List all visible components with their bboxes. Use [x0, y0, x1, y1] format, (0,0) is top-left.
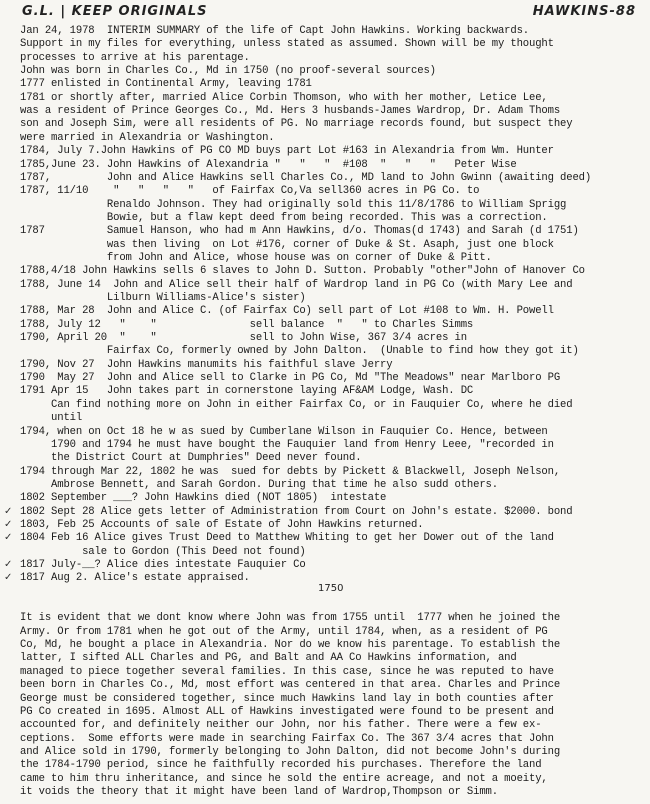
text-line: Can find nothing more on John in either Fairfax Co, or in Fauquier Co, where he died — [20, 398, 573, 411]
text-line: 1787, John and Alice Hawkins sell Charles Co., MD land to John Gwinn (awaiting deed) — [20, 171, 592, 184]
text-line: 1817 July-__? Alice dies intestate Fauquier Co — [20, 559, 306, 571]
text-line: 1804 Feb 16 Alice gives Trust Deed to Matthew Whiting to get her Dower out of the land — [20, 532, 554, 545]
text-line: 1790, April 20 " " sell to John Wise, 367 3/4 acres in — [20, 332, 467, 345]
handwritten-note-year: 1750 — [318, 583, 344, 594]
text-line: the District Court at Dumphries" Deed never found. — [20, 452, 362, 465]
handwritten-header-right: HAWKINS-88 — [532, 4, 636, 19]
text-line: Fairfax Co, formerly owned by John Dalton. (Unable to find how they got it) — [20, 345, 579, 358]
text-line: It is evident that we dont know where John was from 1755 until 1777 when he joined the — [20, 612, 561, 625]
text-line: until — [20, 412, 83, 425]
handwritten-header-left: G.L. | KEEP ORIGINALS — [22, 4, 208, 19]
text-line: 1787, 11/10 " " " " of Fairfax Co,Va sell360 acres in PG Co. to — [20, 185, 480, 198]
text-line: son and Joseph Sim, were all residents of PG. No marriage records found, but suspect they — [20, 118, 573, 131]
text-line: Army. Or from 1781 when he got out of the Army, until 1784, when, as a resident of PG — [20, 625, 548, 638]
text-line: it voids the theory that it might have been land of Wardrop,Thompson or Simm. — [20, 785, 498, 798]
text-line: sale to Gordon (This Deed not found) — [20, 545, 306, 558]
text-line: 1788,4/18 John Hawkins sells 6 slaves to John D. Sutton. Probably "other"John of Hanover Co — [20, 265, 585, 278]
check-mark-icon: ✓ — [4, 505, 13, 517]
text-line: processes to arrive at his parentage. — [20, 51, 250, 64]
text-line: 1781 or shortly after, married Alice Corbin Thomson, who with her mother, Letice Lee, — [20, 91, 548, 104]
text-line: 1790 May 27 John and Alice sell to Clarke in PG Co, Md "The Meadows" near Marlboro PG — [20, 372, 561, 385]
text-line: George must be considered together, since much Hawkins land lay in both counties after — [20, 692, 554, 705]
text-line: Lilburn Williams-Alice's sister) — [20, 292, 306, 304]
text-line: 1794 through Mar 22, 1802 he was sued for debts by Pickett & Blackwell, Joseph Nelson, — [20, 465, 561, 478]
check-mark-icon: ✓ — [4, 518, 13, 530]
text-line: 1787 Samuel Hanson, who had m Ann Hawkins, d/o. Thomas(d 1743) and Sarah (d 1751) — [20, 225, 579, 238]
text-line: John was born in Charles Co., Md in 1750 (no proof-several sources) — [20, 65, 436, 78]
text-line: managed to piece together several families. In this case, since he was reputed to have — [20, 665, 554, 678]
text-line: came to him thru inheritance, and since he sold the entire acreage, and not a moeity, — [20, 772, 548, 785]
text-line: ceptions. Some efforts were made in searching Fairfax Co. The 367 3/4 acres that John — [20, 732, 554, 745]
text-line: Co, Md, he bought a place in Alexandria. Nor do we know his parentage. To establish the — [20, 639, 561, 652]
check-mark-icon: ✓ — [4, 559, 13, 570]
text-line: Jan 24, 1978 INTERIM SUMMARY of the life of Capt John Hawkins. Working backwards. — [20, 25, 529, 37]
check-mark-icon: ✓ — [4, 572, 13, 584]
text-line: been born in Charles Co., Md, most effort was centered in that area. Charles and Prince — [20, 679, 561, 692]
text-line: 1784, July 7.John Hawkins of PG CO MD buys part Lot #163 in Alexandria from Wm. Hunter — [20, 145, 554, 158]
text-line: 1785,June 23. John Hawkins of Alexandria " " " #108 " " " Peter Wise — [20, 158, 517, 171]
text-line: was a resident of Prince Georges Co., Md. Hers 3 husbands-James Wardrop, Dr. Adam Thoms — [20, 105, 561, 118]
text-line: 1803, Feb 25 Accounts of sale of Estate of John Hawkins returned. — [20, 518, 424, 531]
text-line: 1817 Aug 2. Alice's estate appraised. — [20, 572, 250, 585]
text-line: 1777 enlisted in Continental Army, leaving 1781 — [20, 78, 312, 91]
text-line: and Alice sold in 1790, formerly belonging to John Dalton, did not become John's during — [20, 745, 561, 758]
text-line: 1802 Sept 28 Alice gets letter of Administration from Court on John's estate. $2000. bond — [20, 505, 573, 518]
text-line: Bowie, but a flaw kept deed from being recorded. This was a correction. — [20, 211, 548, 224]
text-line: the 1784-1790 period, since he faithfully recorded his purchases. Therefore the land — [20, 759, 542, 772]
text-line: latter, I sifted ALL Charles and PG, and Balt and AA Co Hawkins information, and — [20, 652, 517, 665]
text-line: were married in Alexandria or Washington. — [20, 131, 275, 144]
text-line: 1788, June 14 John and Alice sell their half of Wardrop land in PG Co (with Mary Lee and — [20, 278, 573, 291]
text-line: 1790 and 1794 he must have bought the Fauquier land from Henry Leee, "recorded in — [20, 438, 554, 451]
text-line: 1788, July 12 " " sell balance " " to Charles Simms — [20, 318, 474, 331]
text-line: from John and Alice, whose house was on corner of Duke & Pitt. — [20, 251, 492, 264]
text-line: 1802 September ___? John Hawkins died (NOT 1805) intestate — [20, 492, 387, 505]
text-line: PG Co created in 1695. Almost ALL of Hawkins investigated were found to be present and — [20, 705, 554, 718]
text-line: accounted for, and definitely neither our John, nor his father. There were a few ex- — [20, 719, 542, 732]
text-line: Support in my files for everything, unless stated as assumed. Shown will be my thought — [20, 38, 554, 51]
text-line: 1791 Apr 15 John takes part in cornerstone laying AF&AM Lodge, Wash. DC — [20, 385, 474, 398]
text-line: Ambrose Bennett, and Sarah Gordon. During that time he also sudd others. — [20, 478, 498, 491]
check-mark-icon: ✓ — [4, 532, 13, 544]
text-line: 1794, when on Oct 18 he w as sued by Cumberlane Wilson in Fauquier Co. Hence, between — [20, 425, 548, 438]
text-line: was then living on Lot #176, corner of Duke & St. Asaph, just one block — [20, 238, 554, 251]
text-line: 1790, Nov 27 John Hawkins manumits his faithful slave Jerry — [20, 358, 393, 371]
text-line: Renaldo Johnson. They had originally sold this 11/8/1786 to William Sprigg — [20, 198, 567, 211]
text-line: 1788, Mar 28 John and Alice C. (of Fairfax Co) sell part of Lot #108 to Wm. H. Powell — [20, 305, 554, 318]
